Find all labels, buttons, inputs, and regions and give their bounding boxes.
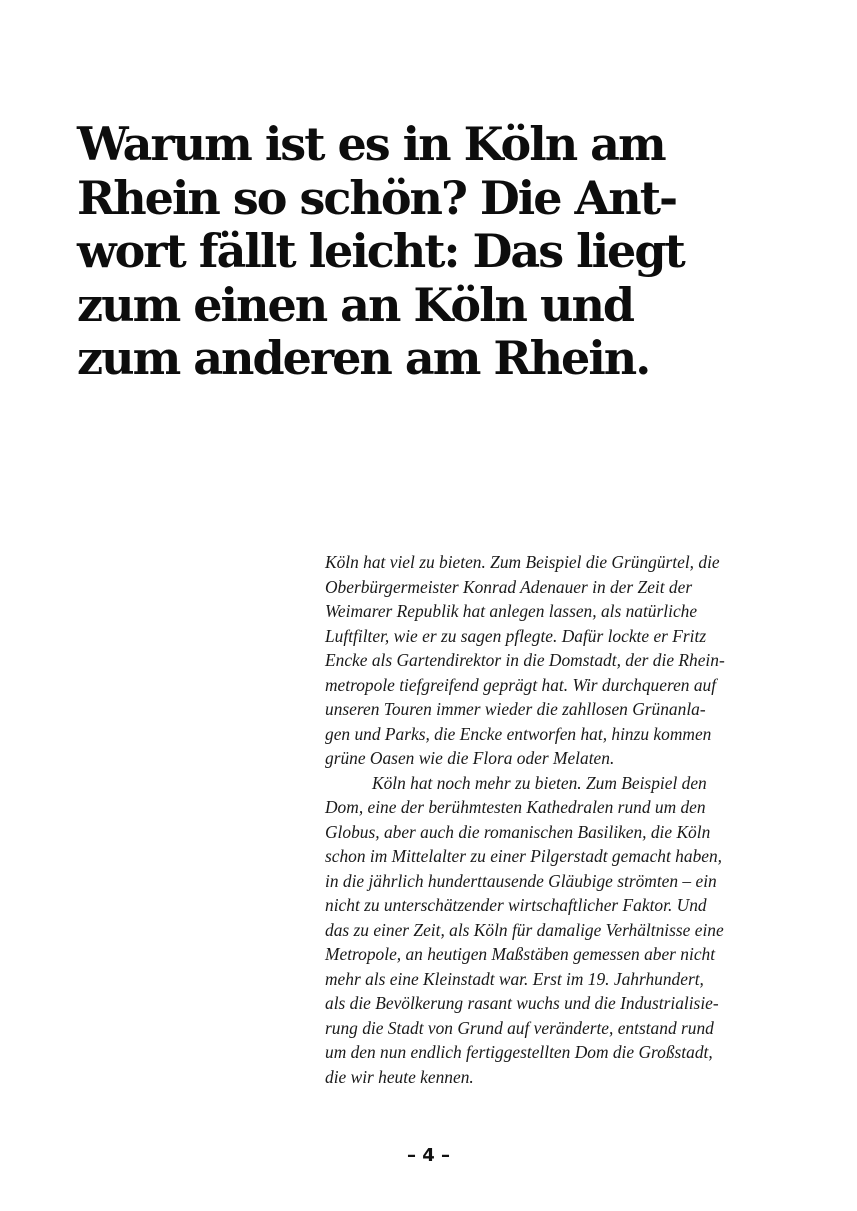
text-line: Weimarer Republik hat anlegen lassen, als natürliche [325, 601, 698, 621]
text-line: als die Bevölkerung rasant wuchs und die Industrialisie- [325, 993, 719, 1013]
text-line: in die jährlich hunderttausende Gläubige strömten – ein [325, 870, 717, 891]
page-number: – 4 – [406, 1145, 451, 1166]
text-line: Köln hat noch mehr zu bieten. Zum Beispiel den [372, 772, 707, 793]
body-text-column [325, 550, 795, 1089]
text-line: gen und Parks, die Encke entworfen hat, hinzu kommen [325, 723, 712, 744]
text-line: Köln hat viel zu bieten. Zum Beispiel die Grüngürtel, die [325, 552, 720, 572]
text-line: Dom, eine der berühmtesten Kathedralen rund um den [325, 797, 706, 817]
headline-line: zum anderen am Rhein. [77, 331, 650, 385]
text-line: nicht zu unterschätzender wirtschaftlicher Faktor. Und [325, 895, 707, 915]
text-line: die wir heute kennen. [325, 1066, 474, 1087]
text-line: Oberbürgermeister Konrad Adenauer in der Zeit der [325, 576, 693, 597]
paragraph-2 [325, 771, 795, 1090]
text-line: Luftfilter, wie er zu sagen pflegte. Dafür lockte er Fritz [325, 625, 707, 646]
paragraph-1 [325, 550, 795, 771]
text-line: um den nun endlich fertiggestellten Dom die Großstadt, [325, 1042, 713, 1062]
headline-line: Rhein so schön? Die Ant- [77, 170, 677, 225]
headline-line: Warum ist es in Köln am [77, 117, 665, 171]
text-line: schon im Mittelalter zu einer Pilgerstadt gemacht haben, [325, 846, 723, 866]
text-line: metropole tiefgreifend geprägt hat. Wir durchqueren auf [325, 674, 717, 695]
text-line: unseren Touren immer wieder die zahllosen Grünanla- [325, 699, 706, 719]
text-line: grüne Oasen wie die Flora oder Melaten. [325, 748, 615, 768]
text-line: mehr als eine Kleinstadt war. Erst im 19. Jahrhundert, [325, 968, 704, 989]
text-line: Encke als Gartendirektor in die Domstadt, der die Rhein- [325, 650, 725, 670]
headline-line: zum einen an Köln und [77, 277, 634, 332]
headline-line: wort fällt leicht: Das liegt [77, 224, 684, 278]
text-line: Metropole, an heutigen Maßstäben gemessen aber nicht [325, 944, 716, 964]
text-line: das zu einer Zeit, als Köln für damalige Verhältnisse eine [325, 919, 724, 940]
text-line: Globus, aber auch die romanischen Basiliken, die Köln [325, 821, 711, 842]
text-line: rung die Stadt von Grund auf veränderte, entstand rund [325, 1017, 714, 1038]
page-headline [77, 118, 777, 386]
